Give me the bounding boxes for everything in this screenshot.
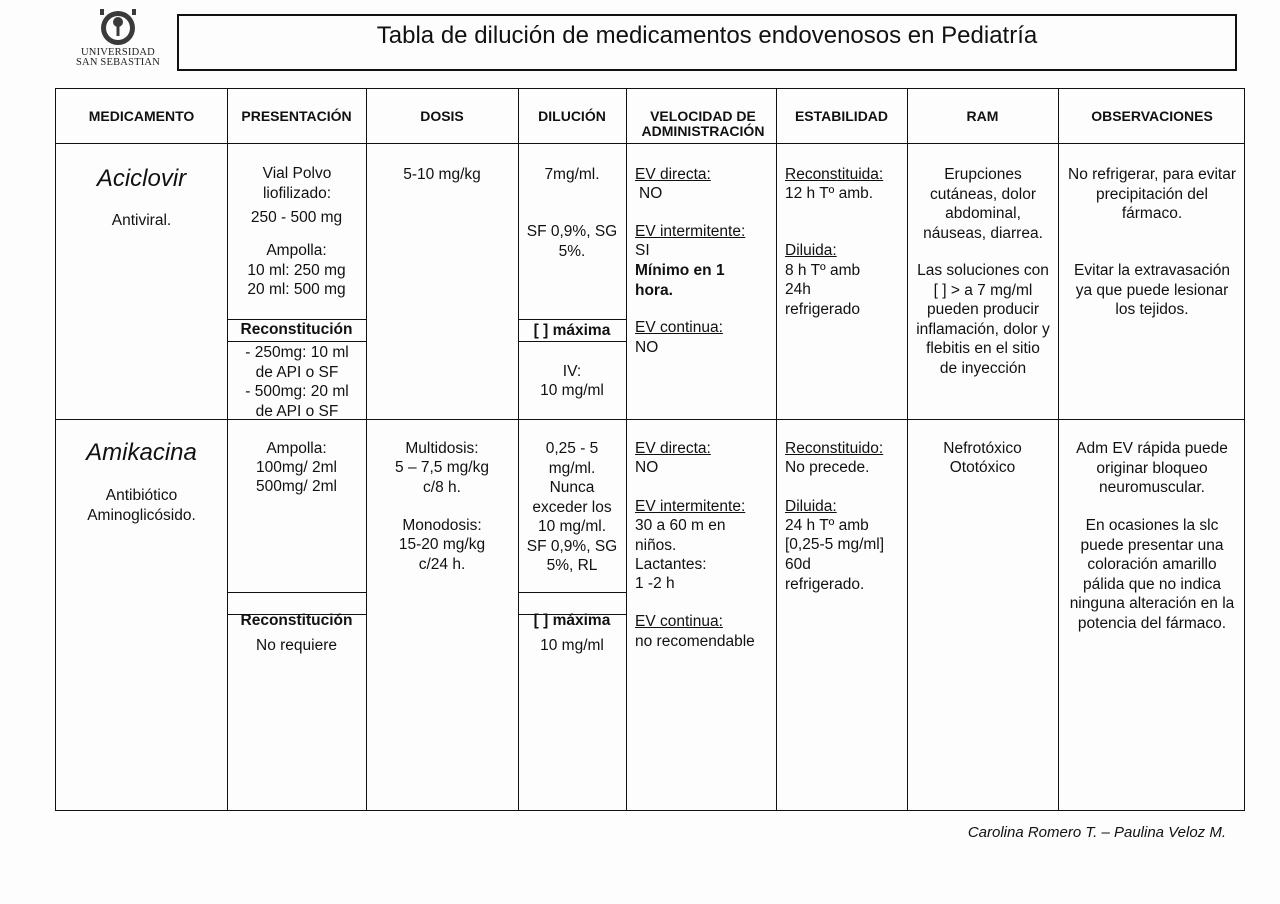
velocity-continuous: NO (635, 339, 659, 356)
dose-mono-label: Monodosis: (402, 517, 482, 534)
drug-name-amikacina: Amikacina (86, 439, 197, 466)
presentation-amp1: 100mg/ 2ml (256, 459, 337, 476)
velocity-continuous-label: EV continua: (635, 319, 723, 336)
stability-diluted-amb: 8 h Tº amb (785, 262, 861, 279)
header-dilucion: DILUCIÓN (538, 107, 606, 124)
ram-ototoxic: Ototóxico (949, 459, 1016, 476)
stability-reconstituted-label: Reconstituido: (785, 440, 884, 457)
velocity-infants-label: Lactantes: (635, 556, 707, 573)
observation-refrigerate: No refrigerar, para evitar precipitación del fármaco. (1068, 166, 1236, 222)
dilution-concentration: 7mg/ml. (544, 166, 600, 183)
header-medicamento: MEDICAMENTO (88, 107, 195, 124)
dilution-max-label: [ ] máxima (533, 612, 611, 629)
velocity-direct-label: EV directa: (635, 440, 711, 457)
presentation-amp2: 20 ml: 500 mg (247, 281, 346, 298)
ram-solutions: Las soluciones con [ ] > a 7 mg/ml pueden producir inflamación, dolor y flebitis en el sitio de inyección (916, 262, 1050, 377)
stability-reconstituted-label: Reconstituida: (785, 166, 884, 183)
velocity-direct-label: EV directa: (635, 166, 711, 183)
stability-diluted-range: [0,25-5 mg/ml] (785, 536, 885, 553)
dilution-text: 0,25 - 5 mg/ml. Nunca exceder los 10 mg/ml. SF 0,9%, SG 5%, RL (526, 440, 618, 574)
presentation-vial: Vial Polvo liofilizado: (262, 165, 332, 202)
dilution-table (55, 88, 1245, 811)
dilution-max-value: 10 mg/ml (540, 382, 604, 399)
header-dosis: DOSIS (420, 107, 464, 124)
dose-multi-label: Multidosis: (405, 440, 479, 457)
dose-multi: 5 – 7,5 mg/kg c/8 h. (395, 459, 489, 496)
velocity-intermittent-label: EV intermitente: (635, 223, 746, 240)
header-estabilidad: ESTABILIDAD (794, 107, 889, 124)
observation-coloration: En ocasiones la slc puede presentar una coloración amarillo pálida que no indica ninguna alteración en la potencia del fármaco. (1069, 517, 1235, 632)
drug-class: Antiviral. (111, 212, 172, 229)
dose: 5-10 mg/kg (403, 166, 481, 183)
velocity-intermittent-children: 30 a 60 m en niños. (635, 517, 726, 554)
presentation-ampolla: Ampolla: (266, 242, 327, 259)
velocity-continuous-label: EV continua: (635, 613, 723, 630)
drug-class: Antibiótico Aminoglicósido. (87, 487, 196, 524)
velocity-infants: 1 -2 h (635, 575, 675, 592)
reconstitution-value: No requiere (256, 637, 337, 654)
header-observaciones: OBSERVACIONES (1091, 107, 1213, 124)
observation-extravasation: Evitar la extravasación ya que puede lesionar los tejidos. (1074, 262, 1230, 318)
logo-line-2: SAN SEBASTIAN (76, 57, 160, 68)
dose-mono: 15-20 mg/kg c/24 h. (398, 536, 486, 573)
stability-diluted-fridge: 60d refrigerado. (785, 556, 865, 593)
reconstitution-500: - 500mg: 20 ml de API o SF (245, 383, 349, 419)
reconstitution-250: - 250mg: 10 ml de API o SF (245, 344, 349, 381)
presentation-ampolla: Ampolla: (266, 440, 327, 457)
stability-diluted-label: Diluida: (785, 498, 837, 515)
logo-line-1: UNIVERSIDAD (81, 47, 155, 58)
stability-reconstituted: 12 h Tº amb. (785, 185, 874, 202)
velocity-direct: NO (635, 459, 659, 476)
dilution-max-value: 10 mg/ml (540, 637, 604, 654)
stability-reconstituted: No precede. (785, 459, 870, 476)
stability-diluted-label: Diluida: (785, 242, 837, 259)
authors-footer: Carolina Romero T. – Paulina Veloz M. (967, 824, 1226, 841)
velocity-direct: NO (639, 185, 663, 202)
drug-name-aciclovir: Aciclovir (96, 165, 187, 192)
page-title: Tabla de dilución de medicamentos endovenosos en Pediatría (177, 14, 1237, 71)
university-crest-icon (92, 8, 144, 48)
dilution-solution: SF 0,9%, SG 5%. (526, 223, 618, 260)
reconstitution-label: Reconstitución (240, 612, 353, 629)
velocity-continuous: no recomendable (635, 633, 755, 650)
presentation-amp2: 500mg/ 2ml (256, 478, 337, 495)
presentation-vial-dose: 250 - 500 mg (250, 209, 343, 226)
reconstitution-label: Reconstitución (240, 321, 353, 338)
ram-effects: Erupciones cutáneas, dolor abdominal, náuseas, diarrea. (923, 166, 1043, 242)
velocity-intermittent-label: EV intermitente: (635, 498, 746, 515)
velocity-intermittent-min: Mínimo en 1 hora. (635, 262, 725, 299)
presentation-amp1: 10 ml: 250 mg (247, 262, 346, 279)
header-velocidad: VELOCIDAD DE ADMINISTRACIÓN (641, 108, 765, 139)
header-presentacion: PRESENTACIÓN (241, 107, 352, 124)
ram-nephrotoxic: Nefrotóxico (943, 440, 1022, 457)
stability-diluted-fridge: 24h refrigerado (785, 281, 860, 318)
velocity-intermittent: SI (635, 242, 650, 259)
observation-blockade: Adm EV rápida puede originar bloqueo neuromuscular. (1076, 440, 1228, 496)
dilution-max-route: IV: (562, 363, 582, 380)
dilution-max-label: [ ] máxima (533, 322, 611, 339)
header-ram: RAM (966, 107, 999, 124)
university-logo (66, 8, 170, 72)
stability-diluted-amb: 24 h Tº amb (785, 517, 869, 534)
